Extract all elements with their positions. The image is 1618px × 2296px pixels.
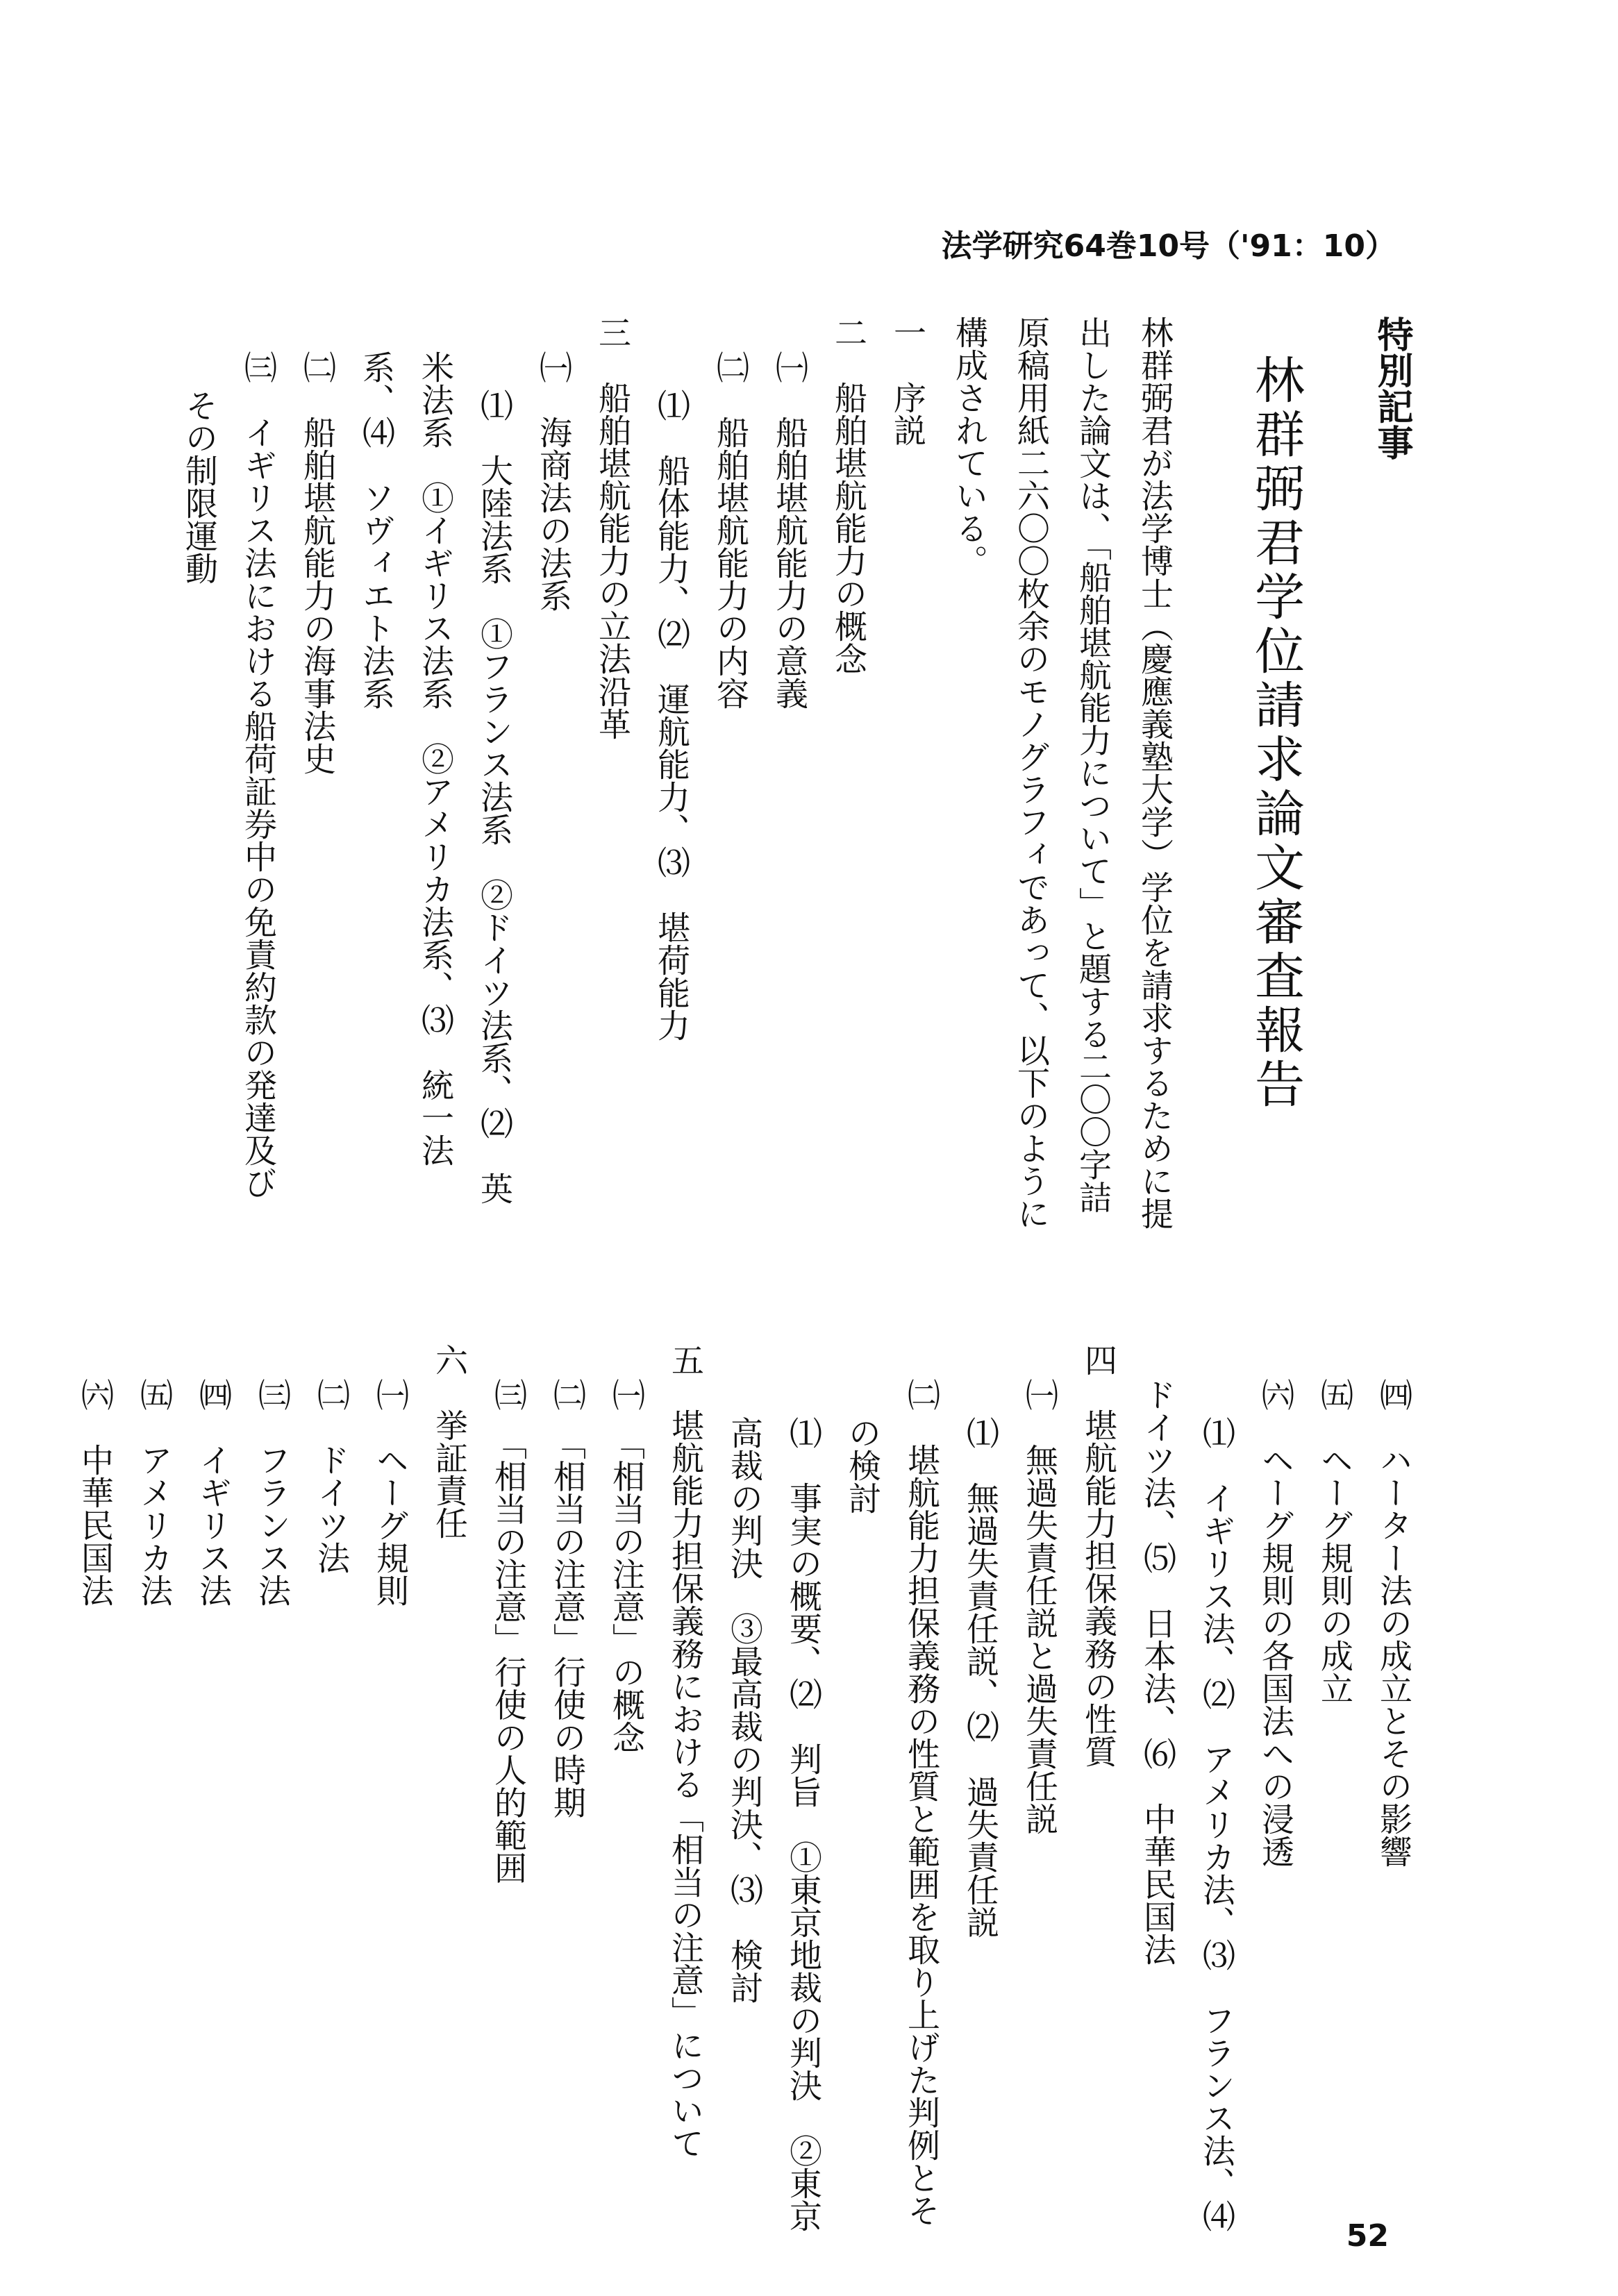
special-article-label: 特別記事 [1371,316,1413,460]
toc-entry: 一 序説 [888,316,926,446]
toc-entry: ㈤ アメリカ法 [135,1378,173,1607]
toc-entry: の検討 [843,1416,881,1514]
toc-entry: ㈥ ヘーグ規則の各国法への浸透 [1256,1378,1294,1868]
toc-entry: ㈢ 「相当の注意」行使の人的範囲 [489,1378,527,1884]
toc-entry: ⑴ イギリス法、⑵ アメリカ法、⑶ フランス法、⑷ [1197,1416,1235,2232]
toc-entry: ㈠ 海商法の法系 [534,351,572,612]
toc-entry: 二 船舶堪航能力の概念 [829,316,867,675]
toc-entry: ㈢ フランス法 [253,1378,291,1607]
intro-line: 林群弼君が法学博士（慶應義塾大学）学位を請求するために提 [1135,316,1174,1230]
intro-line: 原稿用紙二六〇〇枚余のモノグラフィであって、以下のように [1012,316,1050,1230]
bottom-text-block [76,1343,1412,2232]
toc-entry: ㈡ ドイツ法 [312,1378,350,1574]
toc-entry: 系、⑷ ソヴィエト法系 [357,351,395,710]
toc-entry: ㈥ 中華民国法 [76,1378,114,1607]
toc-entry: ㈣ イギリス法 [194,1378,232,1607]
toc-entry: 高裁の判決 ③最高裁の判決、⑶ 検討 [725,1416,763,2004]
toc-entry: 五 堪航能力担保義務における「相当の注意」について [666,1343,704,2159]
toc-entry: ㈣ ハーター法の成立とその影響 [1374,1378,1412,1868]
toc-entry: ㈠ ヘーグ規則 [371,1378,409,1607]
toc-entry: ドイツ法、⑸ 日本法、⑹ 中華民国法 [1138,1378,1176,1966]
page-number: 52 [1346,2218,1389,2254]
toc-entry: 六 挙証責任 [430,1343,468,1539]
toc-entry: ㈡ 船舶堪航能力の海事法史 [298,351,336,775]
toc-entry: ⑴ 事実の概要、⑵ 判旨 ①東京地裁の判決 ②東京 [784,1416,822,2232]
intro-line: 構成されている。 [950,316,988,577]
toc-entry: ㈤ ヘーグ規則の成立 [1315,1378,1353,1704]
toc-entry: 米法系 ①イギリス法系 ②アメリカ法系、⑶ 統一法 [416,351,454,1166]
top-text-block [180,316,1413,1230]
toc-entry: 三 船舶堪航能力の立法沿革 [593,316,631,740]
toc-entry: ㈡ 堪航能力担保義務の性質と範囲を取り上げた判例とそ [902,1378,940,2227]
article-title: 林群弼君学位請求論文審査報告 [1246,354,1305,1112]
toc-entry: ㈡ 船舶堪航能力の内容 [711,351,749,710]
toc-entry: その制限運動 [180,389,218,585]
intro-line: 出した論文は、「船舶堪航能力について」と題する二〇〇字詰 [1074,316,1112,1214]
toc-entry: ㈢ イギリス法における船荷証券中の免責約款の発達及び [239,351,277,1199]
toc-entry: ㈠ 無過失責任説と過失責任説 [1020,1378,1058,1835]
toc-entry: ㈠ 船舶堪航能力の意義 [770,351,808,710]
toc-entry: 四 堪航能力担保義務の性質 [1079,1343,1117,1768]
toc-entry: ㈠ 「相当の注意」の概念 [607,1378,645,1754]
toc-entry: ⑴ 無過失責任説、⑵ 過失責任説 [961,1416,999,1938]
toc-entry: ⑴ 大陸法系 ①フランス法系 ②ドイツ法系、⑵ 英 [475,389,513,1205]
toc-entry: ⑴ 船体能力、⑵ 運航能力、⑶ 堪荷能力 [652,389,690,1041]
journal-header: 法学研究64巻10号（'91：10） [941,228,1396,264]
toc-entry: ㈡ 「相当の注意」行使の時期 [548,1378,586,1819]
